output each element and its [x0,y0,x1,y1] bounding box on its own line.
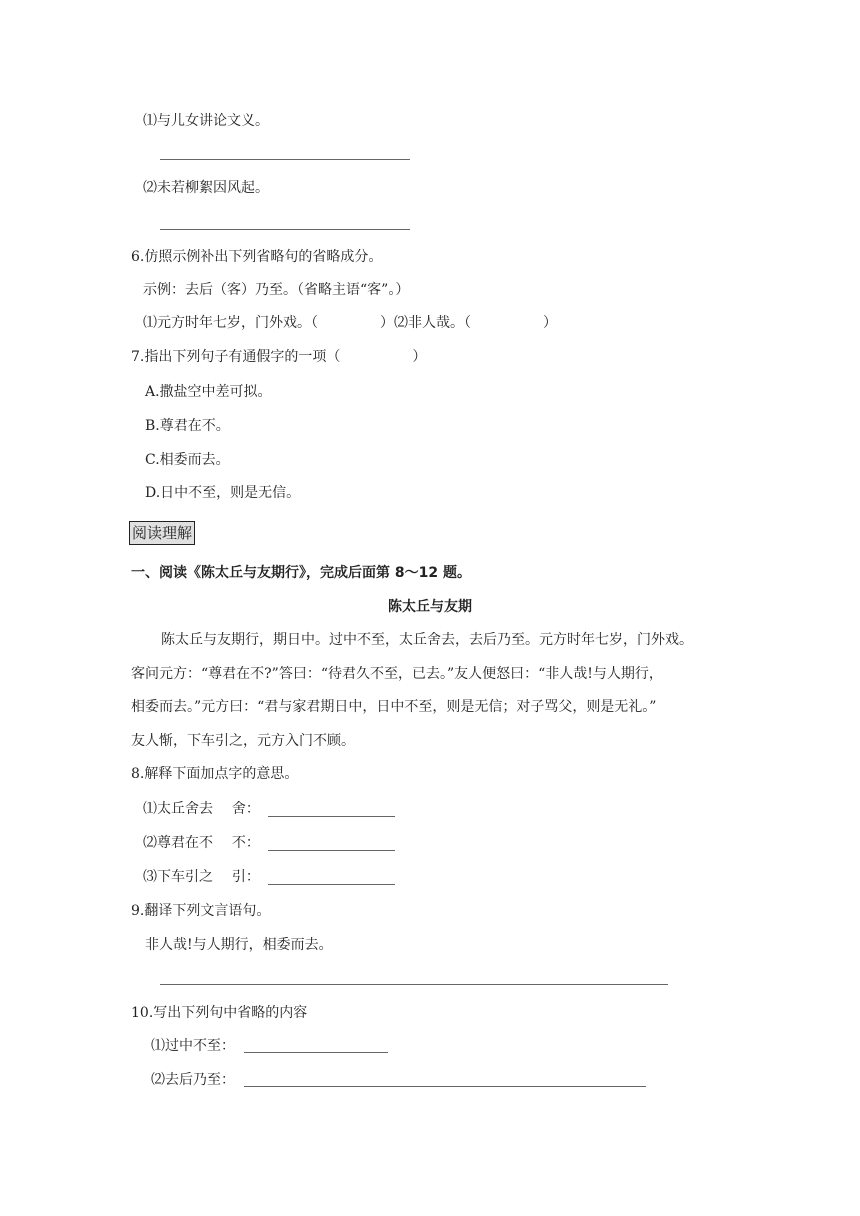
passage-title: 陈太丘与友期 [388,599,472,615]
q8-item-3-phrase: ⑶下车引之 [143,869,213,885]
q6-item-2-close: ） [543,315,557,331]
q9-prompt: 9.翻译下列文言语句。 [131,903,271,919]
q10-answer-line-2[interactable] [244,1086,646,1087]
passage-line-3: 相委而去。”元方曰：“君与家君期日中，日中不至，则是无信；对子骂父，则是无礼。” [131,699,657,715]
q6-items [143,313,557,333]
section-label-reading: 阅读理解 [129,521,195,545]
q7-option-b: B.尊君在不。 [145,418,230,434]
q8-prompt: 8.解释下面加点字的意思。 [131,766,299,782]
q8-item-2-char: 不： [231,835,260,851]
q6-example: 示例：去后（客）乃至。（省略主语“客”。） [143,282,410,298]
section-heading: 一、阅读《陈太丘与友期行》，完成后面第 8～12 题。 [131,565,471,581]
passage-line-2: 客问元方：“尊君在不?”答曰：“待君久不至，已去。”友人便怒曰：“非人哉!与人期行， [131,666,663,682]
q5-item-1: ⑴与儿女讲论文义。 [143,113,269,129]
q9-sentence: 非人哉!与人期行，相委而去。 [145,937,333,953]
q9-answer-line[interactable] [160,984,668,985]
q10-answer-line-1[interactable] [244,1052,388,1053]
q6-item-1-close: ） [380,315,394,331]
q5-answer-line-1[interactable] [160,159,410,160]
q8-item-1 [143,799,260,819]
q7-option-c: C.相委而去。 [145,452,230,468]
q6-item-1: ⑴元方时年七岁，门外戏。（ [143,315,318,331]
q6-prompt: 6.仿照示例补出下列省略句的省略成分。 [131,249,383,265]
q8-answer-line-1[interactable] [268,816,395,817]
q8-item-2 [143,833,260,853]
q6-item-2: ⑵非人哉。（ [394,315,471,331]
q7-prompt-line [131,347,426,367]
q10-item-1: ⑴过中不至： [151,1038,235,1054]
passage-line-1: 陈太丘与友期行，期日中。过中不至，太丘舍去，去后乃至。元方时年七岁，门外戏。 [161,632,693,648]
q5-item-2: ⑵未若柳絮因风起。 [143,180,269,196]
passage-line-4: 友人惭，下车引之，元方入门不顾。 [131,733,355,749]
q7-option-d: D.日中不至，则是无信。 [145,485,301,501]
q8-item-3 [143,867,260,887]
q7-option-a: A.撒盐空中差可拟。 [145,384,272,400]
q8-item-1-char: 舍： [231,801,260,817]
q8-item-1-phrase: ⑴太丘舍去 [143,801,213,817]
q8-answer-line-2[interactable] [268,850,395,851]
q7-prompt: 7.指出下列句子有通假字的一项（ [131,349,341,365]
q7-prompt-close: ） [412,349,427,365]
q8-item-3-char: 引： [231,869,260,885]
q8-item-2-phrase: ⑵尊君在不 [143,835,213,851]
q8-answer-line-3[interactable] [268,884,395,885]
q10-prompt: 10.写出下列句中省略的内容 [131,1005,308,1021]
q5-answer-line-2[interactable] [160,229,410,230]
q10-item-2: ⑵去后乃至： [151,1072,235,1088]
